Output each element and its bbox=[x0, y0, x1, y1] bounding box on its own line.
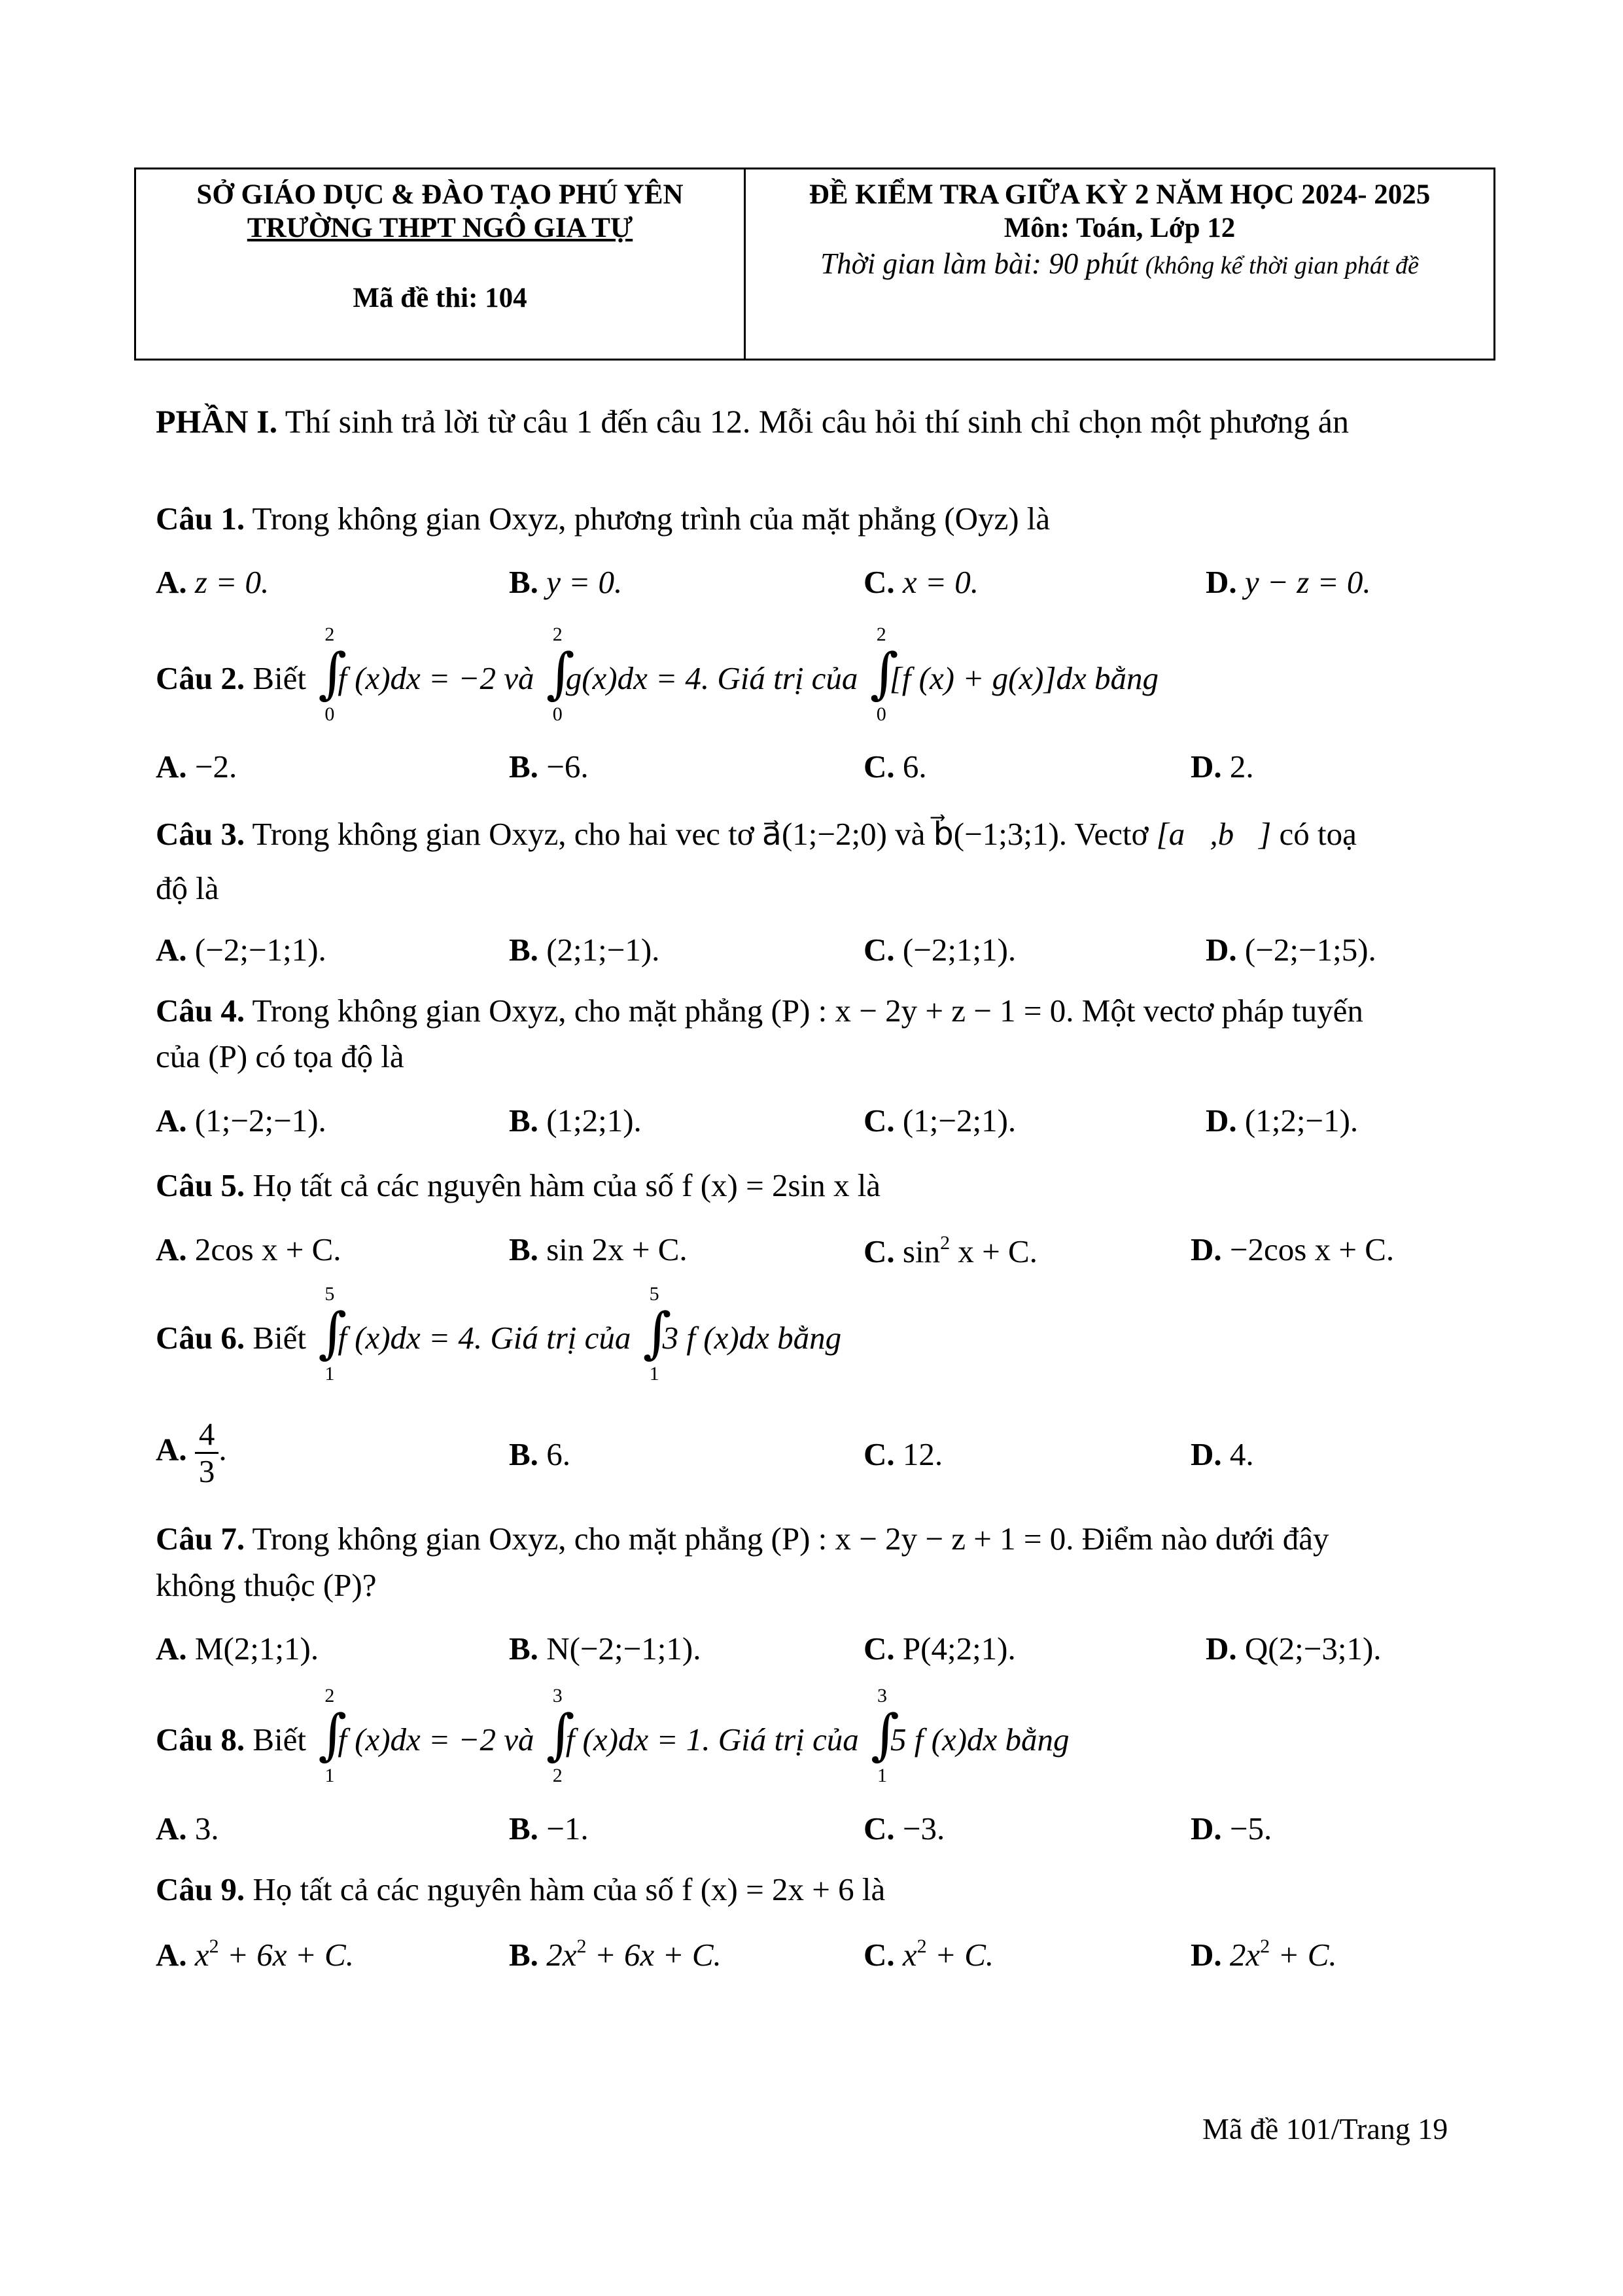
option-letter: B. bbox=[509, 1231, 538, 1267]
q1-option-d bbox=[1206, 566, 1371, 598]
q5-label: Câu 5. bbox=[156, 1167, 245, 1203]
option-letter: B. bbox=[509, 1103, 538, 1139]
time-main: Thời gian làm bài: 90 phút bbox=[820, 247, 1145, 280]
q5-option-c bbox=[864, 1233, 1038, 1267]
part1-text: Thí sinh trả lời từ câu 1 đến câu 12. Mỗi câu hỏi thí sinh chỉ chọn một phương án bbox=[277, 403, 1349, 440]
q4-label: Câu 4. bbox=[156, 993, 245, 1029]
q3-option-a bbox=[156, 934, 326, 966]
q9-option-c bbox=[864, 1937, 994, 1971]
option-letter: B. bbox=[509, 1631, 538, 1667]
q6-text: Biết bbox=[245, 1320, 315, 1356]
q6-option-d bbox=[1191, 1438, 1254, 1470]
integral-sign: ∫ 3 2 bbox=[546, 1685, 575, 1786]
option-letter: D. bbox=[1206, 932, 1237, 968]
q2-option-a bbox=[156, 751, 237, 783]
integral-sign: ∫ 2 0 bbox=[546, 624, 575, 725]
exam-title: ĐỀ KIỂM TRA GIỮA KỲ 2 NĂM HỌC 2024- 2025 bbox=[809, 179, 1431, 210]
integral-lower: 1 bbox=[324, 1765, 335, 1786]
option-letter: D. bbox=[1191, 1231, 1222, 1267]
fraction bbox=[195, 1417, 219, 1489]
option-letter: A. bbox=[156, 1231, 187, 1267]
exponent: 2 bbox=[209, 1935, 219, 1957]
integral-upper: 5 bbox=[324, 1283, 335, 1305]
option-text: 6. bbox=[902, 749, 927, 785]
q5-option-b bbox=[509, 1233, 688, 1265]
q8-option-b bbox=[509, 1812, 589, 1845]
option-letter: C. bbox=[864, 564, 895, 600]
option-text: (2;1;−1). bbox=[546, 932, 660, 968]
part1-instruction bbox=[156, 405, 1349, 438]
q2-text: Biết bbox=[245, 660, 315, 696]
q2-text: [f (x) + g(x)]dx bằng bbox=[889, 660, 1159, 696]
q1-option-b bbox=[509, 566, 622, 598]
integral-lower: 0 bbox=[324, 703, 335, 725]
integral-lower: 0 bbox=[876, 703, 886, 725]
option-letter: A. bbox=[156, 1937, 187, 1973]
q4-option-c bbox=[864, 1104, 1016, 1137]
option-text: −6. bbox=[546, 749, 589, 785]
q8-option-c bbox=[864, 1812, 945, 1845]
q3-text: Trong không gian Oxyz, cho hai vec tơ a⃗(1;−2;0) và b⃗(−1;3;1). Vectơ bbox=[245, 816, 1157, 852]
q6-option-c bbox=[864, 1438, 943, 1470]
q9-option-b bbox=[509, 1937, 722, 1971]
question-4 bbox=[156, 995, 1363, 1027]
q9-option-a bbox=[156, 1937, 354, 1971]
option-letter: D. bbox=[1191, 1810, 1222, 1846]
option-text: x = 0. bbox=[902, 564, 979, 600]
option-text: (1;−2;−1). bbox=[194, 1103, 326, 1139]
time-note: (không kể thời gian phát đề bbox=[1145, 252, 1419, 279]
option-text: x bbox=[194, 1937, 209, 1973]
q8-option-d bbox=[1191, 1812, 1272, 1845]
option-letter: D. bbox=[1191, 1436, 1222, 1472]
q7-option-d bbox=[1206, 1633, 1382, 1665]
option-text: 2x bbox=[546, 1937, 577, 1973]
header-right-cell bbox=[746, 169, 1493, 359]
integral-upper: 2 bbox=[324, 1685, 335, 1706]
option-letter: B. bbox=[509, 1436, 538, 1472]
option-text: + C. bbox=[926, 1937, 994, 1973]
question-9 bbox=[156, 1873, 885, 1905]
option-text: x + C. bbox=[950, 1233, 1038, 1269]
option-letter: D. bbox=[1206, 1103, 1237, 1139]
option-text: (1;2;1). bbox=[546, 1103, 642, 1139]
q2-text: f (x)dx = −2 và bbox=[338, 660, 542, 696]
q9-label: Câu 9. bbox=[156, 1871, 245, 1907]
q5-text: Họ tất cả các nguyên hàm của số f (x) = 2sin x là bbox=[245, 1167, 881, 1203]
q9-option-d bbox=[1191, 1937, 1337, 1971]
integral-upper: 2 bbox=[552, 624, 563, 645]
q2-option-c bbox=[864, 751, 927, 783]
option-letter: B. bbox=[509, 932, 538, 968]
integral-sign: ∫ 2 1 bbox=[318, 1685, 347, 1786]
q8-text: f (x)dx = −2 và bbox=[338, 1722, 542, 1757]
q3-option-d bbox=[1206, 934, 1376, 966]
option-text: + 6x + C. bbox=[586, 1937, 722, 1973]
q6-label: Câu 6. bbox=[156, 1320, 245, 1356]
option-letter: D. bbox=[1191, 1937, 1222, 1973]
option-text: y − z = 0. bbox=[1244, 564, 1371, 600]
option-letter: D. bbox=[1191, 749, 1222, 785]
option-text: (1;2;−1). bbox=[1244, 1103, 1359, 1139]
q7-text: Trong không gian Oxyz, cho mặt phẳng (P) : x − 2y − z + 1 = 0. Điểm nào dưới đây bbox=[245, 1521, 1329, 1557]
option-text: −2. bbox=[194, 749, 237, 785]
question-7-line2: không thuộc (P)? bbox=[156, 1567, 377, 1603]
option-text: (1;−2;1). bbox=[902, 1103, 1017, 1139]
option-text: z = 0. bbox=[194, 564, 270, 600]
q3-option-b bbox=[509, 934, 659, 966]
integral-upper: 2 bbox=[876, 624, 886, 645]
subject-grade: Môn: Toán, Lớp 12 bbox=[1003, 213, 1236, 243]
option-text: (−2;−1;1). bbox=[194, 932, 326, 968]
q7-label: Câu 7. bbox=[156, 1521, 245, 1557]
integral-upper: 3 bbox=[552, 1685, 563, 1706]
q7-option-c bbox=[864, 1633, 1016, 1665]
option-text: 6. bbox=[546, 1436, 570, 1472]
exam-code: Mã đề thi: 104 bbox=[353, 283, 527, 313]
q2-option-d bbox=[1191, 751, 1254, 783]
page-footer: Mã đề 101/Trang 19 bbox=[1202, 2112, 1448, 2146]
q4-text: Trong không gian Oxyz, cho mặt phẳng (P) : x − 2y + z − 1 = 0. Một vectơ pháp tuyến bbox=[245, 993, 1363, 1029]
integral-lower: 2 bbox=[552, 1765, 563, 1786]
option-letter: C. bbox=[864, 932, 895, 968]
option-letter: B. bbox=[509, 1810, 538, 1846]
q8-text: Biết bbox=[245, 1722, 315, 1757]
exponent: 2 bbox=[916, 1935, 927, 1957]
question-8 bbox=[156, 1685, 1070, 1786]
integral-upper: 2 bbox=[324, 624, 335, 645]
option-letter: D. bbox=[1206, 564, 1237, 600]
exponent: 2 bbox=[576, 1935, 587, 1957]
time-allowed bbox=[746, 247, 1493, 281]
q7-option-a bbox=[156, 1633, 319, 1665]
question-7 bbox=[156, 1523, 1329, 1555]
option-letter: D. bbox=[1206, 1631, 1237, 1667]
school-name: TRƯỜNG THPT NGÔ GIA TỰ bbox=[247, 213, 633, 243]
integral-sign: ∫ 2 0 bbox=[869, 624, 899, 725]
question-3 bbox=[156, 818, 1357, 850]
option-text: N(−2;−1;1). bbox=[546, 1631, 701, 1667]
q8-text: f (x)dx = 1. Giá trị của bbox=[565, 1722, 867, 1757]
integral-sign: ∫ 2 0 bbox=[318, 624, 347, 725]
option-text: + C. bbox=[1270, 1937, 1337, 1973]
q2-text: g(x)dx = 4. Giá trị của bbox=[565, 660, 866, 696]
option-text: 12. bbox=[902, 1436, 943, 1472]
q9-text: Họ tất cả các nguyên hàm của số f (x) = 2x + 6 là bbox=[245, 1871, 886, 1907]
q6-option-b bbox=[509, 1438, 570, 1470]
option-letter: A. bbox=[156, 932, 187, 968]
integral-sign: ∫ 5 1 bbox=[642, 1283, 672, 1385]
fraction-numerator: 4 bbox=[195, 1417, 219, 1454]
q4-option-d bbox=[1206, 1104, 1358, 1137]
option-letter: B. bbox=[509, 564, 538, 600]
option-letter: A. bbox=[156, 564, 187, 600]
option-text: + 6x + C. bbox=[218, 1937, 354, 1973]
q5-option-a bbox=[156, 1233, 341, 1265]
q7-option-b bbox=[509, 1633, 701, 1665]
question-1 bbox=[156, 503, 1050, 535]
q3-label: Câu 3. bbox=[156, 816, 245, 852]
question-4-line2: của (P) có tọa độ là bbox=[156, 1038, 404, 1074]
option-text: −1. bbox=[546, 1810, 589, 1846]
q2-label: Câu 2. bbox=[156, 660, 245, 696]
option-text: 3. bbox=[194, 1810, 219, 1846]
integral-upper: 3 bbox=[877, 1685, 888, 1706]
option-text: (−2;−1;5). bbox=[1244, 932, 1376, 968]
integral-lower: 1 bbox=[649, 1363, 659, 1385]
integral-upper: 5 bbox=[649, 1283, 659, 1305]
integral-lower: 1 bbox=[877, 1765, 888, 1786]
option-letter: A. bbox=[156, 1431, 187, 1468]
exponent: 2 bbox=[1260, 1935, 1270, 1957]
q2-option-b bbox=[509, 751, 589, 783]
q5-option-d bbox=[1191, 1233, 1394, 1265]
q3-text: có toạ bbox=[1271, 816, 1357, 852]
option-letter: C. bbox=[864, 1233, 895, 1269]
integral-lower: 0 bbox=[552, 703, 563, 725]
option-letter: B. bbox=[509, 1937, 538, 1973]
option-text: M(2;1;1). bbox=[194, 1631, 319, 1667]
q3-option-c bbox=[864, 934, 1016, 966]
option-letter: C. bbox=[864, 1937, 895, 1973]
q1-text: Trong không gian Oxyz, phương trình của mặt phẳng (Oyz) là bbox=[245, 501, 1051, 537]
option-text: P(4;2;1). bbox=[902, 1631, 1016, 1667]
q1-option-a bbox=[156, 566, 269, 598]
q8-text: 5 f (x)dx bằng bbox=[890, 1722, 1070, 1757]
option-text: 2x bbox=[1229, 1937, 1261, 1973]
question-3-line2: độ là bbox=[156, 870, 219, 906]
exponent: 2 bbox=[940, 1232, 951, 1254]
option-letter: A. bbox=[156, 749, 187, 785]
option-letter: C. bbox=[864, 1631, 895, 1667]
option-text: 2cos x + C. bbox=[194, 1231, 341, 1267]
q1-option-c bbox=[864, 566, 979, 598]
option-letter: A. bbox=[156, 1810, 187, 1846]
q4-option-a bbox=[156, 1104, 326, 1137]
option-text: sin 2x + C. bbox=[546, 1231, 688, 1267]
option-text: −5. bbox=[1229, 1810, 1272, 1846]
question-6 bbox=[156, 1283, 842, 1385]
option-text: −3. bbox=[902, 1810, 945, 1846]
header-table bbox=[134, 168, 1495, 361]
option-text: sin bbox=[902, 1233, 941, 1269]
q3-cross-product: [a⃗,b⃗] bbox=[1156, 816, 1272, 852]
part1-label: PHẦN I. bbox=[156, 403, 278, 440]
option-text: −2cos x + C. bbox=[1229, 1231, 1395, 1267]
question-2 bbox=[156, 624, 1159, 725]
q6-text: 3 f (x)dx bằng bbox=[662, 1320, 842, 1356]
option-letter: B. bbox=[509, 749, 538, 785]
header-left-cell bbox=[136, 169, 746, 359]
option-letter: A. bbox=[156, 1631, 187, 1667]
option-letter: A. bbox=[156, 1103, 187, 1139]
fraction-denominator: 3 bbox=[198, 1453, 215, 1489]
integral-sign: ∫ 5 1 bbox=[318, 1283, 347, 1385]
option-text: 4. bbox=[1229, 1436, 1254, 1472]
option-text: . bbox=[218, 1431, 227, 1468]
option-text: Q(2;−3;1). bbox=[1244, 1631, 1382, 1667]
integral-sign: ∫ 3 1 bbox=[871, 1685, 899, 1786]
department-name: SỞ GIÁO DỤC & ĐÀO TẠO PHÚ YÊN bbox=[196, 179, 684, 210]
q8-label: Câu 8. bbox=[156, 1722, 245, 1757]
option-text: y = 0. bbox=[546, 564, 623, 600]
integral-lower: 1 bbox=[324, 1363, 335, 1385]
q6-option-a bbox=[156, 1417, 227, 1489]
q4-option-b bbox=[509, 1104, 642, 1137]
option-text: x bbox=[902, 1937, 917, 1973]
option-text: (−2;1;1). bbox=[902, 932, 1017, 968]
q6-text: f (x)dx = 4. Giá trị của bbox=[338, 1320, 639, 1356]
option-letter: C. bbox=[864, 749, 895, 785]
question-5 bbox=[156, 1169, 881, 1201]
option-text: 2. bbox=[1229, 749, 1254, 785]
option-letter: C. bbox=[864, 1436, 895, 1472]
option-letter: C. bbox=[864, 1103, 895, 1139]
option-letter: C. bbox=[864, 1810, 895, 1846]
q1-label: Câu 1. bbox=[156, 501, 245, 537]
q8-option-a bbox=[156, 1812, 219, 1845]
